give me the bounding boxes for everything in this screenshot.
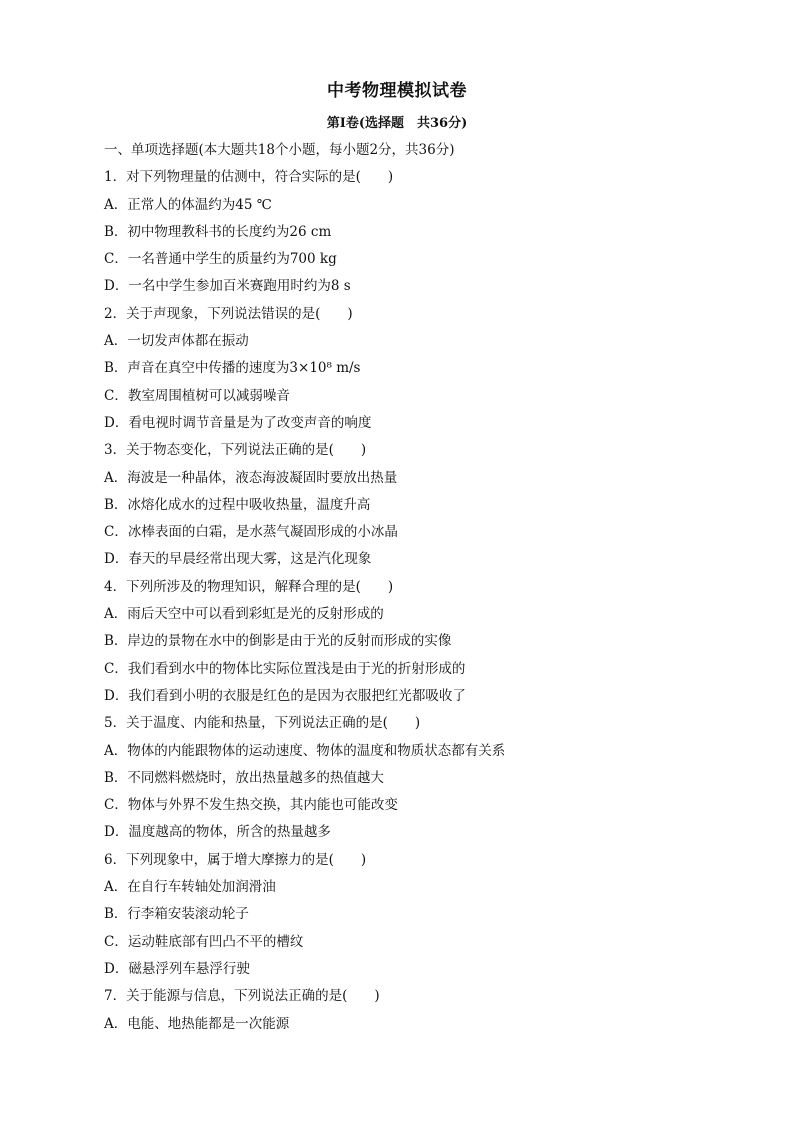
option-b: B．初中物理教科书的长度约为26 cm [104,223,332,240]
option-a: A．正常人的体温约为45 ℃ [104,196,272,213]
option-c: C．一名普通中学生的质量约为700 kg [104,251,337,268]
option-c: C．冰棒表面的白霜，是水蒸气凝固形成的小冰晶 [104,524,398,541]
question-2 [104,301,704,437]
option-a: A．电能、地热能都是一次能源 [104,1015,290,1032]
section-heading: 一、单项选择题(本大题共18个小题，每小题2分，共36分) [104,142,455,158]
option-a: A．一切发声体都在振动 [104,333,249,350]
question-stem: 7．关于能源与信息，下列说法正确的是( ) [104,988,380,1005]
question-stem: 5．关于温度、内能和热量，下列说法正确的是( ) [104,715,421,732]
option-d: D．我们看到小明的衣服是红色的是因为衣服把红光都吸收了 [104,687,466,704]
option-a: A．在自行车转轴处加润滑油 [104,879,276,896]
question-stem: 4．下列所涉及的物理知识，解释合理的是( ) [104,578,394,595]
option-b: B．行李箱安装滚动轮子 [104,906,249,923]
option-b: B．不同燃料燃烧时，放出热量越多的热值越大 [104,769,384,786]
question-stem: 3．关于物态变化，下列说法正确的是( ) [104,442,367,459]
option-b: B．声音在真空中传播的速度为3×10⁸ m/s [104,360,361,377]
option-b: B．冰熔化成水的过程中吸收热量，温度升高 [104,496,371,513]
option-c: C．我们看到水中的物体比实际位置浅是由于光的折射形成的 [104,660,466,677]
section-subtitle: 第Ⅰ卷(选择题 共36分) [326,116,468,131]
question-stem: 1．对下列物理量的估测中，符合实际的是( ) [104,169,394,186]
question-stem: 6．下列现象中，属于增大摩擦力的是( ) [104,851,367,868]
option-b: B．岸边的景物在水中的倒影是由于光的反射而形成的实像 [104,633,452,650]
question-4 [104,574,704,710]
option-d: D．春天的早晨经常出现大雾，这是汽化现象 [104,551,372,568]
question-1 [104,164,704,300]
option-d: D．看电视时调节音量是为了改变声音的响度 [104,414,372,431]
option-a: A．雨后天空中可以看到彩虹是光的反射形成的 [104,606,384,623]
option-d: D．磁悬浮列车悬浮行驶 [104,960,250,977]
option-c: C．运动鞋底部有凹凸不平的槽纹 [104,933,304,950]
option-c: C．教室周围植树可以减弱噪音 [104,387,290,404]
question-6 [104,847,704,983]
option-c: C．物体与外界不发生热交换，其内能也可能改变 [104,797,398,814]
page-title: 中考物理模拟试卷 [327,81,467,101]
question-stem: 2．关于声现象，下列说法错误的是( ) [104,305,353,322]
question-5 [104,710,704,846]
option-a: A．物体的内能跟物体的运动速度、物体的温度和物质状态都有关系 [104,742,506,759]
option-d: D．温度越高的物体，所含的热量越多 [104,824,331,841]
question-3 [104,437,704,573]
option-d: D．一名中学生参加百米赛跑用时约为8 s [104,278,351,295]
option-a: A．海波是一种晶体，液态海波凝固时要放出热量 [104,469,398,486]
question-list [104,137,704,1038]
question-7 [104,983,704,1038]
